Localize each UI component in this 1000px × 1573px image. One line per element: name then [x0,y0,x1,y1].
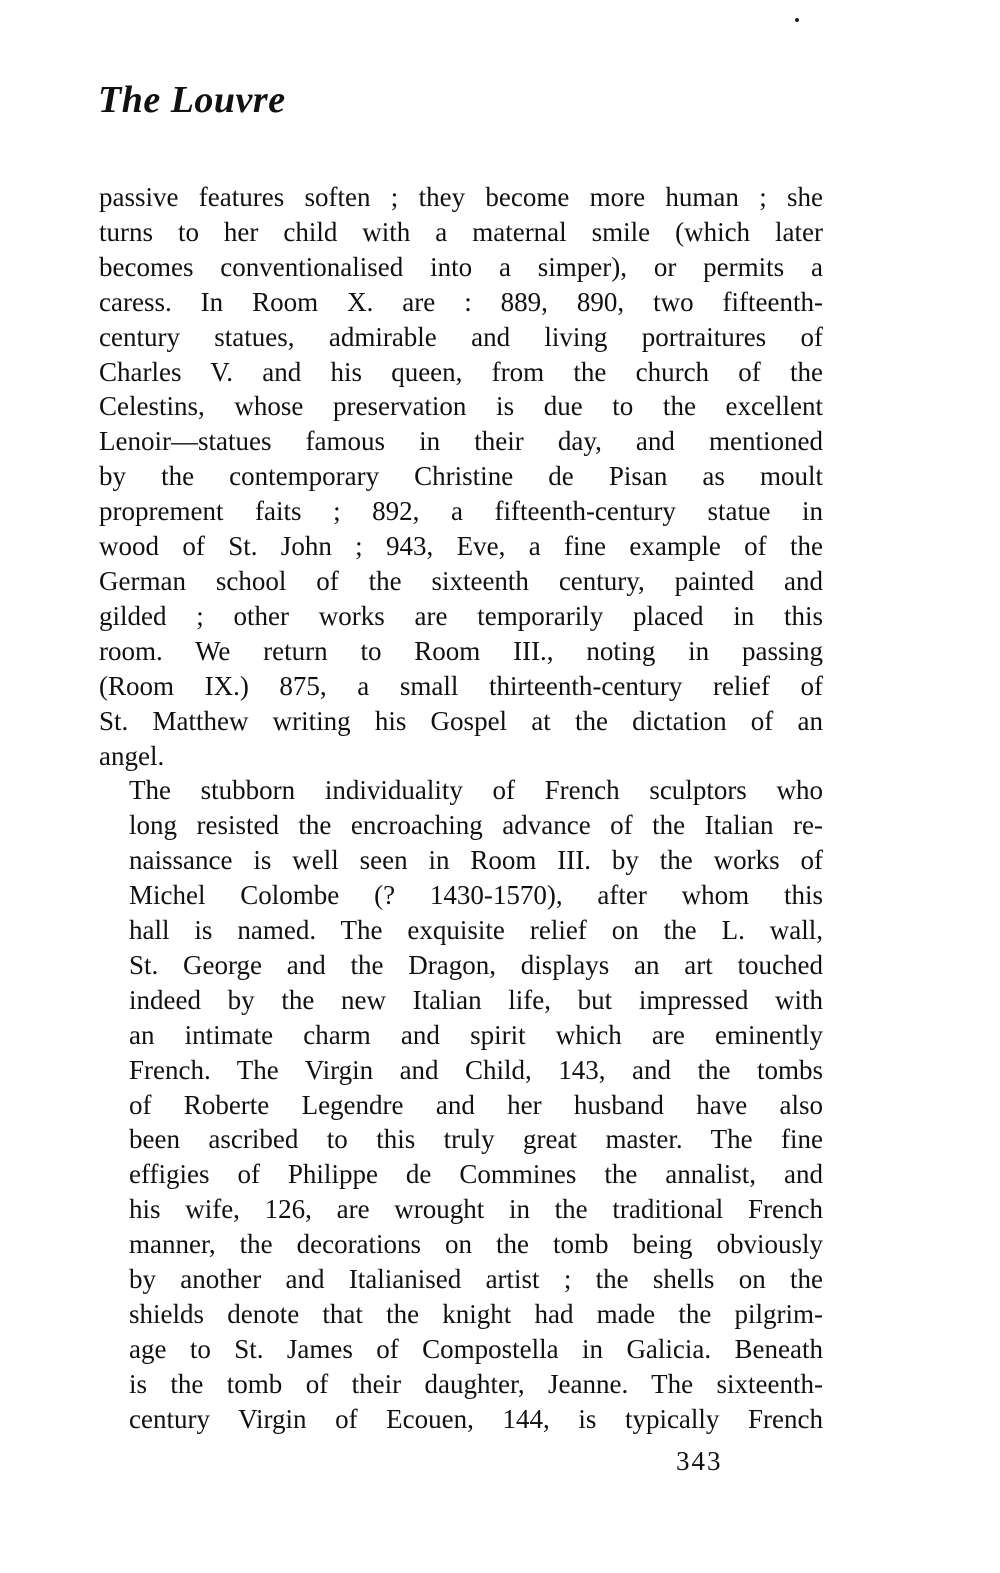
running-head: The Louvre [98,79,286,121]
text-line: by another and Italianised artist ; the shells on the [129,1264,823,1295]
text-line: The stubborn individuality of French sculptors who [129,775,823,806]
print-speck [795,18,799,22]
text-line: caress. In Room X. are : 889, 890, two fifteenth- [99,286,823,317]
text-line: Charles V. and his queen, from the church of the [99,356,823,387]
text-line: effigies of Philippe de Commines the annalist, and [129,1159,823,1190]
body-text [99,180,823,1437]
text-line: by the contemporary Christine de Pisan as moult [99,461,823,492]
text-line: Michel Colombe (? 1430-1570), after whom this [129,880,823,911]
text-line: naissance is well seen in Room III. by the works of [129,845,823,876]
text-line: wood of St. John ; 943, Eve, a fine example of the [99,531,823,562]
text-line: age to St. James of Compostella in Galicia. Beneath [129,1333,823,1364]
text-line: passive features soften ; they become more human ; she [99,182,823,212]
text-line: becomes conventionalised into a simper), or permits a [99,251,823,282]
text-line: been ascribed to this truly great master. The fine [129,1124,823,1155]
text-line: long resisted the encroaching advance of the Italian re- [129,810,823,841]
text-line: angel. [99,740,165,771]
text-line: proprement faits ; 892, a fifteenth-century statue in [99,496,823,527]
text-line: (Room IX.) 875, a small thirteenth-century relief of [99,670,823,701]
page-number: 343 [676,1446,723,1476]
text-line: German school of the sixteenth century, painted and [99,565,823,596]
text-line: century statues, admirable and living portraitures of [99,321,823,352]
text-line: Celestins, whose preservation is due to the excellent [99,391,823,422]
text-line: an intimate charm and spirit which are eminently [129,1019,823,1050]
paragraph [99,773,823,1436]
text-line: of Roberte Legendre and her husband have also [129,1089,823,1120]
text-line: shields denote that the knight had made the pilgrim- [129,1299,823,1329]
text-line: is the tomb of their daughter, Jeanne. The sixteenth- [129,1368,823,1399]
text-line: century Virgin of Ecouen, 144, is typically French [129,1403,823,1434]
text-line: Lenoir—statues famous in their day, and mentioned [99,426,823,457]
text-line: French. The Virgin and Child, 143, and the tombs [129,1054,823,1085]
text-line: hall is named. The exquisite relief on the L. wall, [129,915,823,946]
text-line: room. We return to Room III., noting in passing [99,635,823,666]
text-line: indeed by the new Italian life, but impressed with [129,984,823,1015]
text-line: manner, the decorations on the tomb being obviously [129,1229,823,1260]
text-line: gilded ; other works are temporarily placed in this [99,600,823,631]
text-line: St. George and the Dragon, displays an art touched [129,949,823,980]
text-line: St. Matthew writing his Gospel at the dictation of an [99,705,823,736]
text-line: turns to her child with a maternal smile (which later [99,216,823,247]
text-line: his wife, 126, are wrought in the traditional French [129,1194,823,1225]
paragraph [99,180,823,773]
